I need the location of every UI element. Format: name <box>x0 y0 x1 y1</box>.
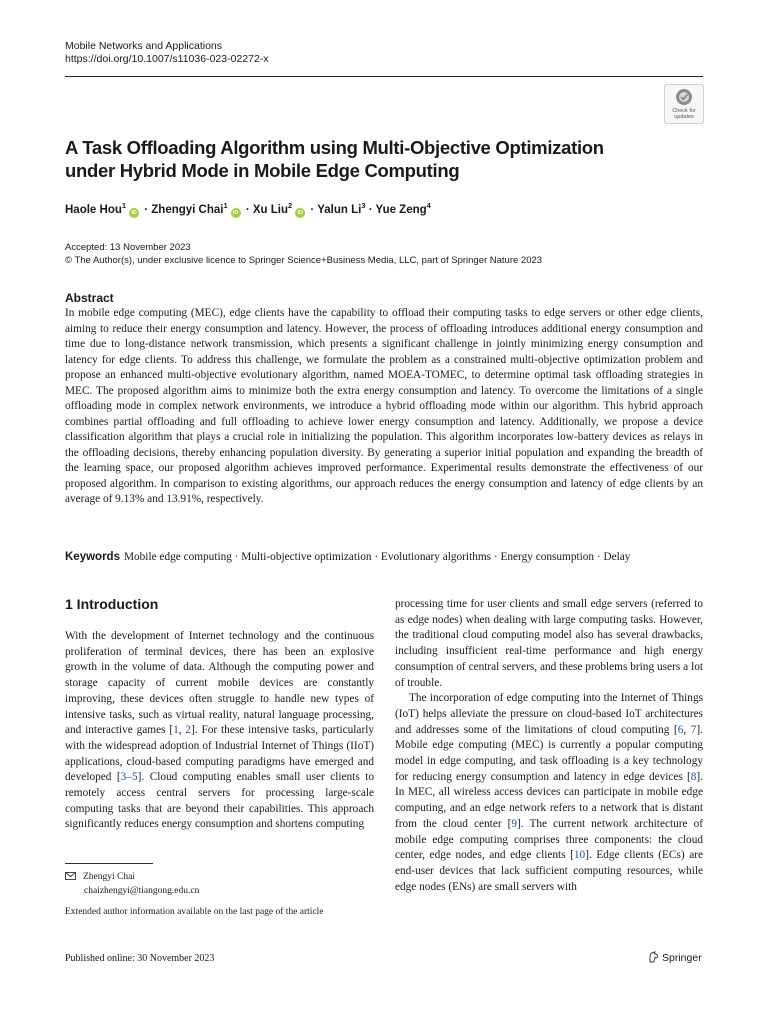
paragraph-text: ]. In MEC, all wireless access devices can participate in mobile edge computing, and an edge network refers to a network that is distant from the cloud center [ <box>395 770 703 830</box>
author-affiliation: 2 <box>288 201 293 210</box>
citation-link[interactable]: 8 <box>690 770 697 783</box>
paragraph-text: ]. The current network architecture of mobile edge computing comprises three components: the cloud center, edge nodes, and edge clients [ <box>395 817 703 862</box>
paragraph-text: ]. Cloud computing enables small user clients to remotely access central servers for processing large-scale computing tasks that are beyond their capabilities. This approach significantly reduces energy consumption and shortens computing <box>65 771 374 831</box>
paragraph-text: ]. Edge clients (ECs) are end-user devices that lack sufficient computing resources, while edge nodes (ENs) are small servers with <box>395 849 703 893</box>
published-date: Published online: 30 November 2023 <box>65 953 215 964</box>
accepted-date: Accepted: 13 November 2023 <box>65 242 191 253</box>
publisher-name: Springer <box>662 952 702 964</box>
author-name[interactable]: Yalun Li <box>317 204 362 216</box>
citation-link[interactable]: 1 <box>173 724 179 737</box>
header-rule <box>65 76 703 77</box>
author-affiliation: 4 <box>426 201 431 210</box>
journal-name: Mobile Networks and Applications <box>65 40 222 52</box>
author-separator: · <box>368 204 376 216</box>
copyright-notice: © The Author(s), under exclusive licence to Springer Science+Business Media, LLC, part of Springer Nature 2023 <box>65 255 543 266</box>
author-name[interactable]: Yue Zeng <box>375 204 427 216</box>
orcid-icon[interactable]: iD <box>129 208 139 218</box>
publisher-logo <box>648 951 702 965</box>
corresponding-author-email[interactable]: chaizhengyi@tiangong.edu.cn <box>84 886 200 896</box>
paragraph <box>65 629 374 833</box>
corresponding-author <box>65 871 135 883</box>
paragraph-text: The incorporation of edge computing into the Internet of Things (IoT) helps alleviate the pressure on cloud-based IoT architectures and addresses some of the limitations of cloud computing [ <box>395 692 703 736</box>
citation-link[interactable]: 2 <box>185 724 192 737</box>
citation-link[interactable]: 6 <box>677 723 684 736</box>
envelope-icon <box>65 872 76 880</box>
author-name[interactable]: Haole Hou <box>65 204 122 216</box>
citation-link[interactable]: 10 <box>573 849 586 862</box>
abstract-heading: Abstract <box>65 291 114 305</box>
article-title: A Task Offloading Algorithm using Multi-Objective Optimization under Hybrid Mode in Mobile Edge Computing <box>65 137 604 181</box>
author-separator: · <box>144 204 152 216</box>
springer-horse-icon <box>648 951 659 963</box>
citation-link[interactable]: 7 <box>690 723 697 736</box>
citation-link[interactable]: 3–5 <box>120 771 138 784</box>
crossmark-icon <box>675 88 693 106</box>
citation-separator: , <box>683 723 691 736</box>
citation-link[interactable]: 9 <box>511 817 518 830</box>
author-separator: · <box>245 204 253 216</box>
abstract-body: In mobile edge computing (MEC), edge clients have the capability to offload their computing tasks to edge servers or other edge clients, aiming to reduce their energy consumption and latency. However, the process of offloading introduces additional energy consumption and time due to long-distance network transmission, which presents a significant challenge in jointly minimizing energy consumption and latency for edge clients. To address this challenge, we formulate the problem as a constrained multi-objective optimization problem and propose an enhanced multi-objective evolutionary algorithm, named MOEA-TOMEC, to determine optimal task offloading strategies in MEC. The proposed algorithm aims to minimize both the extra energy consumption and latency. To overcome the limitations of a single offloading mode in complex network environments, we introduce a hybrid offloading mode within our algorithm. This hybrid approach combines partial offloading and full offloading to achieve lower energy consumption and latency. Additionally, we propose a device classification algorithm that plays a crucial role in initializing the population. This algorithm incorporates low-battery devices as relays in the offloading decisions, thereby enhancing population diversity. By generating a superior initial population and expanding the breadth of the learning space, our proposed algorithm achieves improved performance. Experimental results demonstrate the effectiveness of our proposed algorithm. In comparison to existing algorithms, our approach reduces the energy consumption and latency of edge clients by an average of 9.13% and 13.91%, respectively. <box>65 307 703 505</box>
paragraph-text: ]. For these intensive tasks, particularly with the widespread adoption of Industrial Internet of Things (IIoT) applications, cloud-based computing paradigms have emerged and developed [ <box>65 724 374 784</box>
doi-link[interactable]: https://doi.org/10.1007/s11036-023-02272-x <box>65 53 269 65</box>
author-affiliation: 3 <box>361 201 366 210</box>
keywords <box>65 550 705 564</box>
footnote-rule <box>65 863 153 864</box>
paragraph: processing time for user clients and small edge servers (referred to as edge nodes) when dealing with large computing tasks. However, the traditional cloud computing model also has several drawbacks, including insufficient real-time performance and high energy consumption of central servers, and these problems bring users a lot of trouble. <box>395 598 703 689</box>
body-column-right <box>395 597 703 895</box>
body-column-left <box>65 629 374 833</box>
author-affiliation: 1 <box>121 201 127 210</box>
section-heading: 1 Introduction <box>65 596 159 612</box>
author-affiliation: 1 <box>223 201 228 210</box>
author-name[interactable]: Xu Liu <box>252 204 289 216</box>
extended-info-note: Extended author information available on the last page of the article <box>65 907 324 917</box>
author-name[interactable]: Zhengyi Chai <box>151 204 224 216</box>
keywords-text: Mobile edge computing · Multi-objective optimization · Evolutionary algorithms · Energy consumption · Delay <box>123 551 631 563</box>
paragraph-text: With the development of Internet technology and the continuous proliferation of terminal devices, there has been an explosive growth in the volume of data. Although the computing power and storage capacity of current mobile devices are constantly improving, these devices often struggle to handle new types of intensive tasks, such as virtual reality, natural language processing, and interactive games [ <box>65 630 374 737</box>
paragraph <box>395 691 703 895</box>
check-for-updates-badge[interactable] <box>664 84 704 124</box>
author-list <box>65 203 431 218</box>
author-separator: · <box>310 204 318 216</box>
keywords-label: Keywords <box>65 551 120 563</box>
orcid-icon[interactable]: iD <box>295 208 305 218</box>
check-for-updates-label: Check for updates <box>672 108 696 120</box>
corresponding-author-name: Zhengyi Chai <box>83 872 135 882</box>
paragraph-text: ]. Mobile edge computing (MEC) is currently a popular computing model in edge computing, and task offloading is a key technology for reducing energy consumption and latency in edge devices [ <box>395 723 703 783</box>
orcid-icon[interactable]: iD <box>231 208 241 218</box>
citation-separator: , <box>178 724 186 737</box>
